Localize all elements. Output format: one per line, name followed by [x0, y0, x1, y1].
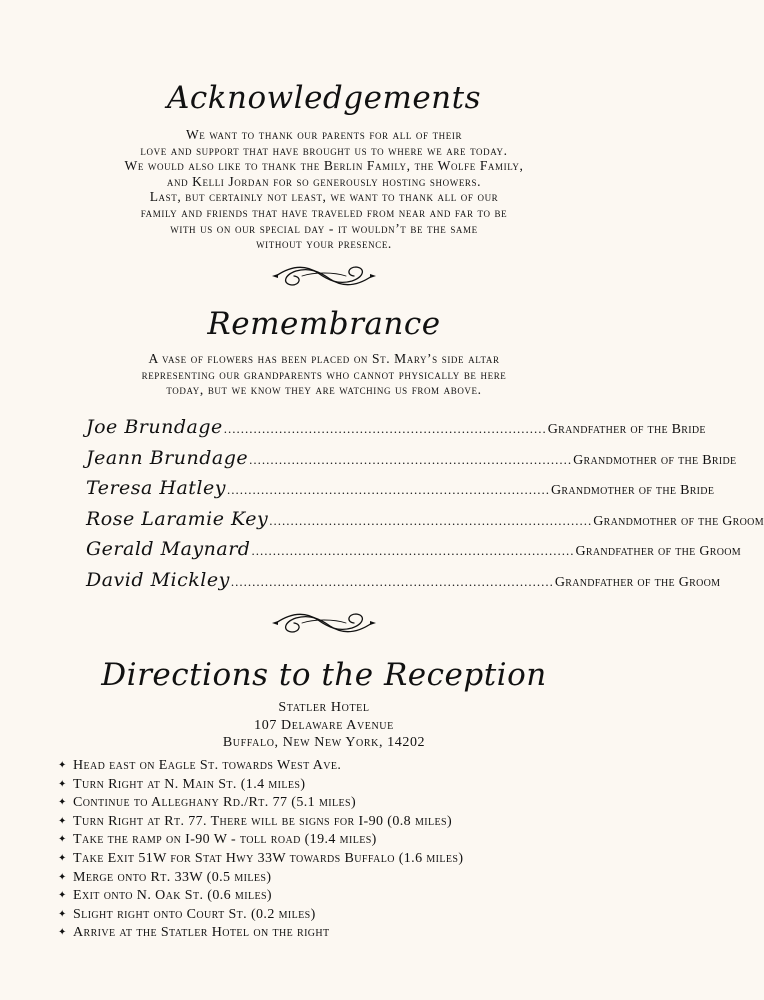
direction-step: Head east on Eagle St. towards West Ave.	[73, 758, 342, 773]
star-bullet-icon: ✦	[58, 871, 67, 883]
list-item	[58, 887, 618, 906]
direction-step: Turn Right at N. Main St. (1.4 miles)	[73, 776, 306, 792]
star-bullet-icon: ✦	[58, 797, 67, 809]
direction-step: Take the ramp on I-90 W - toll road (19.4 miles)	[73, 832, 377, 848]
direction-step: Merge onto Rt. 33W (0.5 miles)	[73, 869, 272, 885]
list-item	[58, 906, 618, 925]
person-name: David Mickley	[86, 568, 230, 591]
direction-step: Continue to Alleghany Rd./Rt. 77 (5.1 miles)	[73, 795, 357, 811]
dot-leader: ............................................................................	[251, 543, 575, 558]
swirl-flourish-icon	[272, 259, 376, 293]
direction-step: Arrive at the Statler Hotel on the right	[73, 925, 330, 941]
list-item	[86, 568, 721, 600]
remembrance-line: representing our grandparents who cannot physically be here	[141, 366, 507, 382]
person-name: Jeann Brundage	[86, 446, 249, 469]
reception-title: Directions to the Reception	[101, 657, 547, 693]
dot-leader: ............................................................................	[226, 482, 550, 497]
person-relation: Grandfather of the Groom	[554, 574, 721, 590]
person-relation: Grandmother of the Bride	[550, 483, 715, 498]
star-bullet-icon: ✦	[58, 834, 67, 846]
list-item	[86, 446, 737, 478]
list-item	[58, 869, 618, 888]
person-name: Rose Laramie Key	[86, 507, 269, 530]
swirl-flourish-icon	[272, 606, 376, 640]
person-relation: Grandmother of the Bride	[573, 452, 737, 468]
acknowledgements-line: love and support that have brought us to where we are today.	[140, 142, 508, 158]
acknowledgements-title: Acknowledgements	[166, 80, 482, 116]
acknowledgements-line: family and friends that have traveled from near and far to be	[140, 204, 508, 220]
venue-city: Buffalo, New New York, 14202	[222, 735, 426, 750]
person-name: Joe Brundage	[86, 416, 223, 438]
direction-step: Take Exit 51W for Stat Hwy 33W towards Buffalo (1.6 miles)	[73, 850, 464, 866]
direction-step: Exit onto N. Oak St. (0.6 miles)	[73, 888, 272, 904]
venue-street: 107 Delaware Avenue	[254, 717, 394, 733]
person-relation: Grandfather of the Groom	[575, 544, 741, 559]
list-item	[58, 794, 618, 813]
star-bullet-icon: ✦	[58, 908, 67, 920]
star-bullet-icon: ✦	[58, 778, 67, 790]
venue-name: Statler Hotel	[278, 700, 370, 715]
list-item	[86, 507, 764, 539]
star-bullet-icon: ✦	[58, 890, 67, 902]
direction-step: Slight right onto Court St. (0.2 miles)	[73, 906, 316, 922]
dot-leader: ............................................................................	[230, 573, 554, 589]
remembrance-title: Remembrance	[207, 306, 441, 342]
star-bullet-icon: ✦	[58, 760, 67, 771]
remembrance-text	[40, 351, 608, 398]
list-item	[58, 757, 618, 776]
acknowledgements-line: and Kelli Jordan for so generously hosting showers.	[166, 173, 482, 189]
acknowledgements-line: We want to thank our parents for all of their	[185, 127, 463, 142]
acknowledgements-text	[40, 127, 608, 252]
person-relation: Grandfather of the Bride	[547, 422, 706, 437]
person-relation: Grandmother of the Groom	[593, 513, 764, 529]
remembrance-list	[86, 416, 764, 599]
remembrance-line: A vase of flowers has been placed on St. Mary’s side altar	[148, 351, 500, 366]
acknowledgements-line: with us on our special day - it wouldn’t be the same	[170, 220, 478, 236]
list-item	[58, 924, 618, 943]
list-item	[58, 776, 618, 795]
list-item	[58, 850, 618, 869]
acknowledgements-line: Last, but certainly not least, we want to thank all of our	[149, 189, 499, 205]
list-item	[86, 538, 741, 569]
list-item	[58, 831, 618, 850]
list-item	[86, 477, 715, 508]
person-name: Gerald Maynard	[86, 538, 251, 560]
dot-leader: ............................................................................	[223, 421, 547, 436]
list-item	[58, 813, 618, 832]
star-bullet-icon: ✦	[58, 852, 67, 864]
directions-list	[58, 757, 618, 943]
list-item	[86, 416, 706, 447]
remembrance-line: today, but we know they are watching us from above.	[166, 382, 482, 398]
direction-step: Turn Right at Rt. 77. There will be signs for I-90 (0.8 miles)	[73, 813, 453, 829]
acknowledgements-line: without your presence.	[256, 236, 392, 252]
star-bullet-icon: ✦	[58, 927, 67, 939]
acknowledgements-line: We would also like to thank the Berlin Family, the Wolfe Family,	[124, 158, 524, 174]
venue-address	[0, 699, 648, 752]
dot-leader: ............................................................................	[269, 512, 593, 528]
person-name: Teresa Hatley	[86, 477, 226, 499]
dot-leader: ............................................................................	[249, 451, 573, 467]
star-bullet-icon: ✦	[58, 815, 67, 827]
